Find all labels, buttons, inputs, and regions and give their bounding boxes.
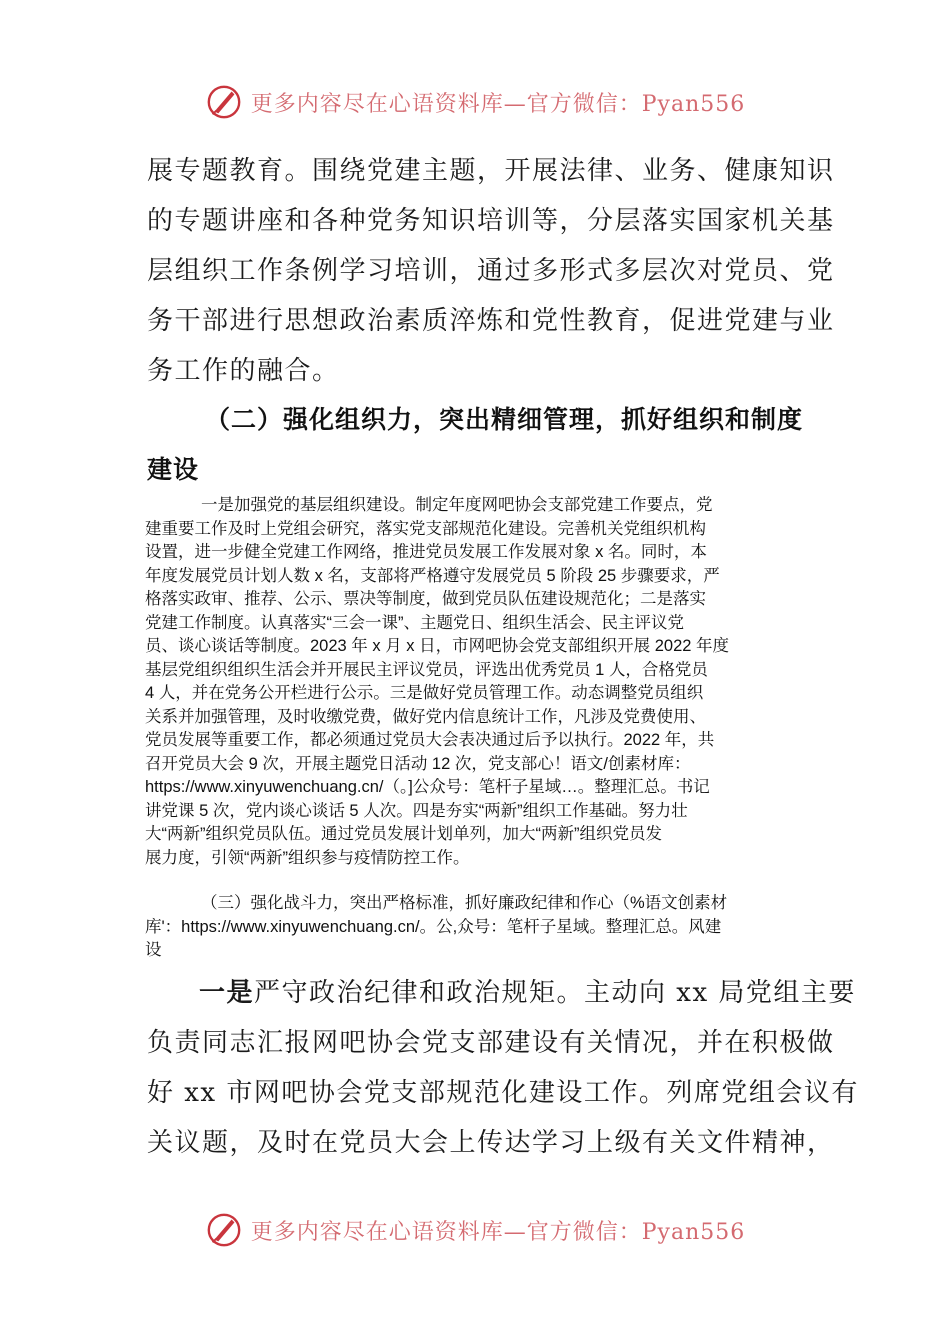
text-line: 库'：https://www.xinyuwenchuang.cn/。公,众号：笔杆子星域。整理汇总。风建 <box>145 917 722 936</box>
text-line: 格落实政审、推荐、公示、票决等制度，做到党员队伍建设规范化；二是落实 <box>145 590 706 608</box>
section-heading <box>147 395 807 495</box>
quill-pen-logo-icon <box>205 1211 243 1249</box>
text-line: 建重要工作及时上党组会研究，落实党支部规范化建设。完善机关党组织机构 <box>145 519 706 538</box>
text-line: 关系并加强管理，及时收缴党费，做好党内信息统计工作，凡涉及党费使用、 <box>145 707 706 726</box>
body-paragraph-top <box>147 146 835 396</box>
text-line: 员、谈心谈话等制度。2023 年 x 月 x 日，市网吧协会党支部组织开展 2022 年度 <box>145 637 730 655</box>
small-paragraph-organization <box>145 494 810 870</box>
text-line: （三）强化战斗力，突出严格标准，抓好廉政纪律和作心（%语文创素材 <box>201 894 728 912</box>
text-line: https://www.xinyuwenchuang.cn/（。]公众号：笔杆子星域…。整理汇总。书记 <box>145 778 710 796</box>
text-line: 务干部进行思想政治素质淬炼和党性教育，促进党建与业 <box>147 306 835 336</box>
banner-text: 更多内容尽在心语资料库—官方微信：Pyan556 <box>250 91 746 117</box>
text-line: 务工作的融合。 <box>147 356 340 386</box>
text-line: 设 <box>145 941 162 959</box>
text-line: 召开党员大会 9 次，开展主题党日活动 12 次，党支部心！语文/创素材库： <box>145 754 691 773</box>
text-line: 设置，进一步健全党建工作网络，推进党员发展工作发展对象 x 名。同时，本 <box>145 543 707 561</box>
heading-line: （二）强化组织力，突出精细管理，抓好组织和制度 <box>205 405 804 434</box>
paragraph-lead: 一是 <box>199 978 255 1008</box>
text-line: 展力度，引领“两新”组织参与疫情防控工作。 <box>145 848 470 867</box>
text-line: 好 xx 市网吧协会党支部规范化建设工作。列席党组会议有 <box>147 1078 859 1108</box>
text-line: 一是加强党的基层组织建设。制定年度网吧协会支部党建工作要点，党 <box>201 496 713 514</box>
text-line: 讲党课 5 次，党内谈心谈话 5 人次。四是夯实“两新”组织工作基础。努力壮 <box>145 801 688 820</box>
paragraph-lead-rest: 严守政治纪律和政治规矩。主动向 xx 局党组主要 <box>254 978 856 1008</box>
quill-pen-logo-icon <box>205 83 243 121</box>
text-line: 的专题讲座和各种党务知识培训等，分层落实国家机关基 <box>147 206 835 236</box>
text-line: 大“两新”组织党员队伍。通过党员发展计划单列，加大“两新”组织党员发 <box>145 825 662 843</box>
text-line: 展专题教育。围绕党建主题，开展法律、业务、健康知识 <box>147 156 835 186</box>
text-line: 4 人，并在党务公开栏进行公示。三是做好党员管理工作。动态调整党员组织 <box>145 684 704 702</box>
text-line: 基层党组织组织生活会并开展民主评议党员，评选出优秀党员 1 人，合格党员 <box>145 660 708 679</box>
text-line: 党建工作制度。认真落实“三会一课”、主题党日、组织生活会、民主评议党 <box>145 613 684 632</box>
heading-line: 建设 <box>147 455 200 484</box>
small-paragraph-discipline <box>145 892 810 963</box>
text-line: 负责同志汇报网吧协会党支部建设有关情况，并在积极做 <box>147 1028 835 1058</box>
text-line: 年度发展党员计划人数 x 名，支部将严格遵守发展党员 5 阶段 25 步骤要求，严 <box>145 566 720 585</box>
banner-text: 更多内容尽在心语资料库—官方微信：Pyan556 <box>250 1219 746 1245</box>
text-line: 党员发展等重要工作，都必须通过党员大会表决通过后予以执行。2022 年，共 <box>145 731 715 749</box>
body-paragraph-bottom <box>147 968 859 1168</box>
text-line <box>147 968 856 1018</box>
text-line: 关议题，及时在党员大会上传达学习上级有关文件精神， <box>147 1128 835 1158</box>
footer-watermark-banner <box>0 1208 950 1252</box>
text-line: 层组织工作条例学习培训，通过多形式多层次对党员、党 <box>147 256 835 286</box>
header-watermark-banner <box>0 80 950 124</box>
